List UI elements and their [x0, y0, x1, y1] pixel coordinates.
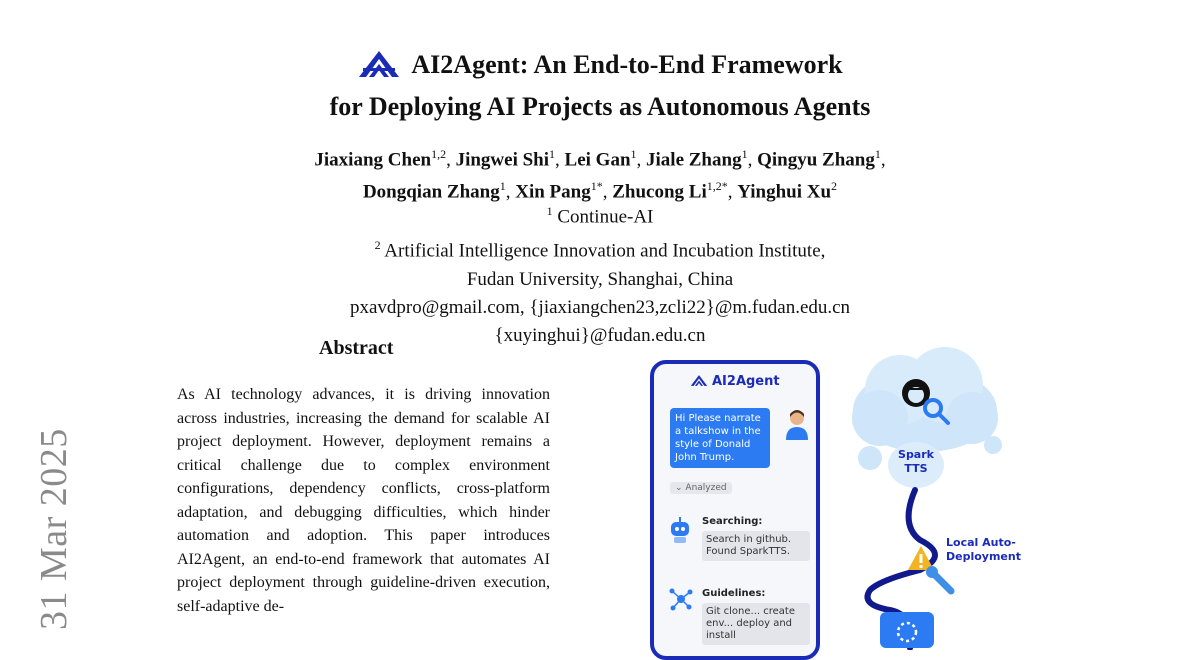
magnifier-icon — [920, 395, 952, 432]
affiliation-text: Continue-AI — [557, 206, 654, 228]
author-name: Jingwei Shi — [455, 149, 550, 171]
analyzed-toggle[interactable]: ⌄ Analyzed — [670, 482, 732, 494]
abstract-body: As AI technology advances, it is driving innovation across industries, increasing the demand for scalable AI project deployment. However, deployment remains a critical challenge due to complex environment configurations, dependency conflicts, cross-platform adaptation, and debugging difficulties, which hinder automation and adoption. This paper introduces AI2Agent, an end-to-end framework that automates AI project deployment through guideline-driven execution, self-adaptive de- — [177, 386, 550, 615]
author-name: Jiale Zhang — [646, 149, 742, 171]
author-sup: 1 — [499, 179, 506, 194]
author-line-2: Dongqian Zhang$^1$, Xin Pang$^{1*}$, Zhucong $Li^{1,2*}$, Yinghui Xu$^2$ — [362, 179, 838, 203]
ai2agent-logo-icon — [690, 374, 708, 391]
email-line-2: {xuyinghui}@fudan.edu.cn — [494, 324, 706, 346]
deploy-label-line: Local Auto- — [946, 536, 1016, 549]
author-name: Jiaxiang Chen — [314, 149, 432, 171]
local-machine-icon — [876, 610, 938, 653]
affiliation-1 — [0, 197, 1200, 231]
affiliation-text: Artificial Intelligence Innovation and Incubation Institute, — [384, 240, 826, 262]
spark-tts-badge: Spark TTS — [888, 442, 944, 488]
step-guidelines — [702, 588, 810, 645]
affiliation-number: 2 — [374, 238, 381, 253]
affiliation-2-cont: Fudan University, Shanghai, China — [466, 268, 734, 290]
step-searching — [702, 516, 810, 561]
author-sup: 1 — [549, 147, 556, 161]
author-sup: 1* — [590, 179, 603, 194]
paper-title — [0, 47, 1200, 125]
affiliation-2 — [0, 231, 1200, 265]
step-label: Guidelines: — [702, 588, 766, 599]
app-header — [690, 374, 780, 391]
local-deployment-label — [946, 536, 1021, 564]
analyzed-label: Analyzed — [685, 483, 727, 493]
user-message-bubble: Hi Please narrate a talkshow in the style of Donald John Trump. — [670, 408, 770, 468]
author-name: Lei Gan — [564, 149, 631, 171]
author-sup: 2 — [831, 179, 838, 194]
author-sup: 1 — [874, 147, 881, 161]
abstract-heading: Abstract — [319, 337, 394, 359]
author-sup: 1,2 — [431, 147, 447, 161]
step-label: Searching: — [702, 516, 763, 527]
title-line-1 — [0, 47, 1200, 89]
user-avatar-icon — [784, 408, 810, 444]
ai2agent-logo-icon — [357, 49, 401, 89]
app-mockup — [650, 360, 820, 660]
email-line-1: pxavdpro@gmail.com, {jiaxiangchen23,zcli22}@m.fudan.edu.cn — [349, 296, 851, 318]
app-name: AI2Agent — [712, 374, 780, 389]
arxiv-date-stamp: 31 Mar 2025 — [33, 428, 75, 630]
step-detail: Search in github. Found SparkTTS. — [702, 531, 810, 561]
title-text-1: AI2Agent: An End-to-End Framework — [411, 50, 843, 79]
network-icon — [668, 586, 694, 616]
author-sup: 1,2* — [706, 179, 728, 194]
author-name: Zhucong Li — [612, 181, 707, 203]
affiliations — [0, 197, 1200, 350]
author-list — [0, 141, 1200, 206]
author-name: Yinghui Xu — [737, 181, 832, 203]
author-name: Qingyu Zhang — [757, 149, 875, 171]
deploy-label-line: Deployment — [946, 550, 1021, 563]
title-line-2: for Deploying AI Projects as Autonomous Agents — [329, 92, 871, 121]
author-name: Dongqian Zhang — [362, 181, 500, 203]
wrench-icon — [925, 565, 959, 604]
author-sup: 1 — [630, 147, 637, 161]
affiliation-number: 1 — [546, 204, 553, 218]
robot-icon — [668, 516, 692, 548]
author-name: Xin Pang — [515, 181, 591, 203]
author-line-1: Jiaxiang Chen$^{1,2}$, Jingwei Shi$^1$, Lei Gan$^1$, Jiale Zhang$^1$, Qingyu Zhang$^1$, — [314, 147, 886, 171]
step-detail: Git clone... create env... deploy and install — [702, 603, 810, 645]
author-sup: 1 — [741, 147, 748, 161]
